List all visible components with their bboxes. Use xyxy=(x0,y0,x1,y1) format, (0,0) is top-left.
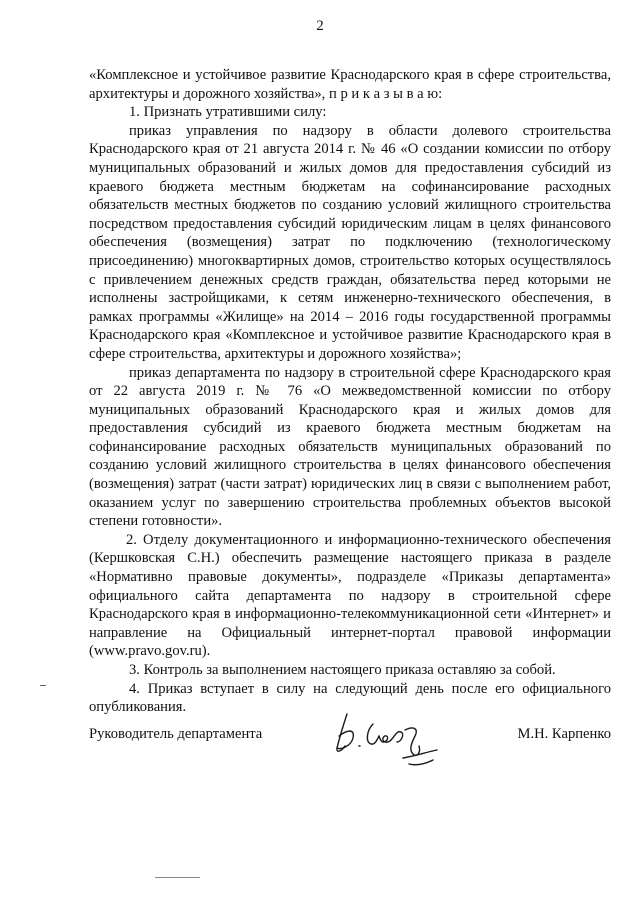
handwritten-signature xyxy=(329,706,449,781)
scan-mark xyxy=(40,685,46,686)
item-4: 4. Приказ вступает в силу на следующий день после его официального опубликования. xyxy=(89,680,611,716)
item-2: 2. Отделу документационного и информационно-технического обеспечения (Кершковская С.Н.) обеспечить размещение настоящего приказа в разделе «Нормативно правовые документы», подразделе «Приказы департамента» официального сайта департамента по надзору в строительной сфере Краснодарского края в информационно-телекоммуникационной сети «Интернет» и направление на Официальный интернет-портал правовой информации (www.pravo.gov.ru). xyxy=(89,531,611,660)
signature-block xyxy=(89,718,611,788)
order-body xyxy=(89,66,611,717)
item-1: 1. Признать утратившими силу: xyxy=(129,104,327,121)
page-number: 2 xyxy=(316,18,324,34)
item-3: 3. Контроль за выполнением настоящего приказа оставляю за собой. xyxy=(129,662,556,678)
signatory-name: М.Н. Карпенко xyxy=(517,726,611,742)
repealed-order-1: приказ управления по надзору в области долевого строительства Краснодарского края от 21 августа 2014 г. № 46 «О создании комиссии по отбору муниципальных образований и жилых домов для предоставления субсидий из краевого бюджета местным бюджетам на софинансирование расходных обязательств местных бюджетов по созданию условий жилищного строительства посредством предоставления субсидий юридическим лицам в целях финансового обеспечения (возмещения) затрат по подключению (технологическому присоединению) многоквартирных домов, строительство которых осуществлялось с привлечением денежных средств граждан, обязательства перед которыми не исполнены застройщиками, к сетям инженерно-технического обеспечения, в рамках программы «Жилище» на 2014 – 2016 годы государственной программы Краснодарского края «Комплексное и устойчивое развитие Краснодарского края в сфере строительства, архитектуры и дорожного хозяйства»; xyxy=(89,122,611,362)
signatory-title: Руководитель департамента xyxy=(89,726,263,742)
intro-paragraph: «Комплексное и устойчивое развитие Краснодарского края в сфере строительства, архитектуры и дорожного хозяйства», п р и к а з ы в а ю: xyxy=(89,67,611,102)
repealed-order-2: приказ департамента по надзору в строительной сфере Краснодарского края от 22 августа 2019 г. № 76 «О межведомственной комиссии по отбору муниципальных образований Краснодарского края и жилых домов для предоставления субсидий из краевого бюджета местным бюджетам на софинансирование расходных обязательств муниципальных образований по созданию условий жилищного строительства в целях финансового обеспечения (возмещения) затрат (части затрат) юридических лиц в связи с выполнением работ, оказанием услуг по завершению строительства проблемных объектов высокой степени готовности». xyxy=(89,364,611,530)
scan-mark xyxy=(155,877,200,878)
